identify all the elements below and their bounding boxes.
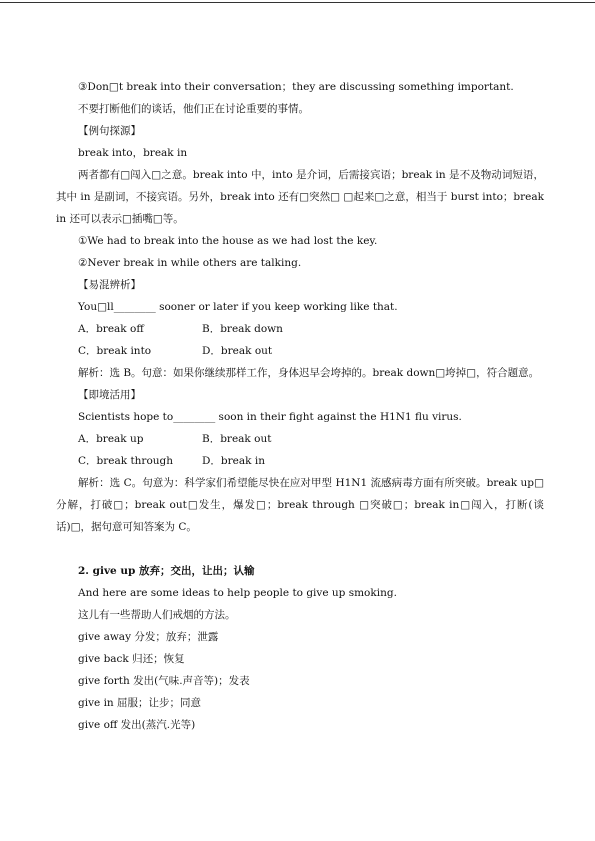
phrase-give-back: give back 归还；恢复 xyxy=(78,653,185,665)
q2-option-b: B．break out xyxy=(202,433,272,445)
entry-heading-give-up: 2. give up 放弃；交出，让出；认输 xyxy=(78,565,255,577)
section-heading-origin: 【例句探源】 xyxy=(78,125,141,137)
give-up-translation: 这儿有一些帮助人们戒烟的方法。 xyxy=(78,609,236,621)
example-translation: 不要打断他们的谈话，他们正在讨论重要的事情。 xyxy=(78,103,309,115)
q1-option-a: A．break off xyxy=(78,323,144,335)
phrase-give-off: give off 发出(蒸汽.光等) xyxy=(78,719,196,731)
q2-option-a: A．break up xyxy=(78,433,144,445)
q1-option-b: B．break down xyxy=(202,323,283,335)
q1-option-d: D．break out xyxy=(202,345,273,357)
question-2-options-row2 xyxy=(56,450,544,472)
section-heading-distinguish: 【易混辨析】 xyxy=(78,279,141,291)
section-gap xyxy=(56,538,544,560)
question-2-options-row1 xyxy=(56,428,544,450)
q2-option-d: D．break in xyxy=(202,455,265,467)
question-1-stem: You□ll________ sooner or later if you keep working like that. xyxy=(78,301,398,313)
question-2-stem: Scientists hope to________ soon in their fight against the H1N1 flu virus. xyxy=(78,411,462,423)
example-sentence-3: ③Don□t break into their conversation；they are discussing something important. xyxy=(78,81,514,93)
section-heading-apply: 【即境活用】 xyxy=(78,389,141,401)
question-1-options-row2 xyxy=(56,340,544,362)
question-1-options-row1 xyxy=(56,318,544,340)
q1-option-c: C．break into xyxy=(78,345,152,357)
q2-option-c: C．break through xyxy=(78,455,174,467)
question-2-analysis: 解析：选 C。句意为：科学家们希望能尽快在应对甲型 H1N1 流感病毒方面有所突破。break up□分解，打破□；break out□发生，爆发□；break through □突破□；break in□闯入，打断(谈话)□，据句意可知答案为 C。 xyxy=(56,477,544,533)
give-up-example: And here are some ideas to help people to give up smoking. xyxy=(78,587,397,599)
explanation-paragraph: 两者都有□闯入□之意。break into 中，into 是介词，后需接宾语；break in 是不及物动词短语，其中 in 是副词，不接宾语。另外，break into 还有□突然□ □起来□之意，相当于 burst into；break in 还可以表示□插嘴□等。 xyxy=(56,169,544,225)
document-body xyxy=(56,76,544,736)
question-1-analysis: 解析：选 B。句意：如果你继续那样工作，身体迟早会垮掉的。break down□垮掉□，符合题意。 xyxy=(78,367,540,379)
example-sentence-a: ①We had to break into the house as we had lost the key. xyxy=(78,235,378,247)
top-rule xyxy=(0,2,595,3)
example-sentence-b: ②Never break in while others are talking. xyxy=(78,257,302,269)
phrase-give-in: give in 屈服；让步；同意 xyxy=(78,697,202,709)
phrase-pair: break into，break in xyxy=(78,147,188,159)
phrase-give-forth: give forth 发出(气味.声音等)；发表 xyxy=(78,675,250,687)
phrase-give-away: give away 分发；放弃；泄露 xyxy=(78,631,219,643)
